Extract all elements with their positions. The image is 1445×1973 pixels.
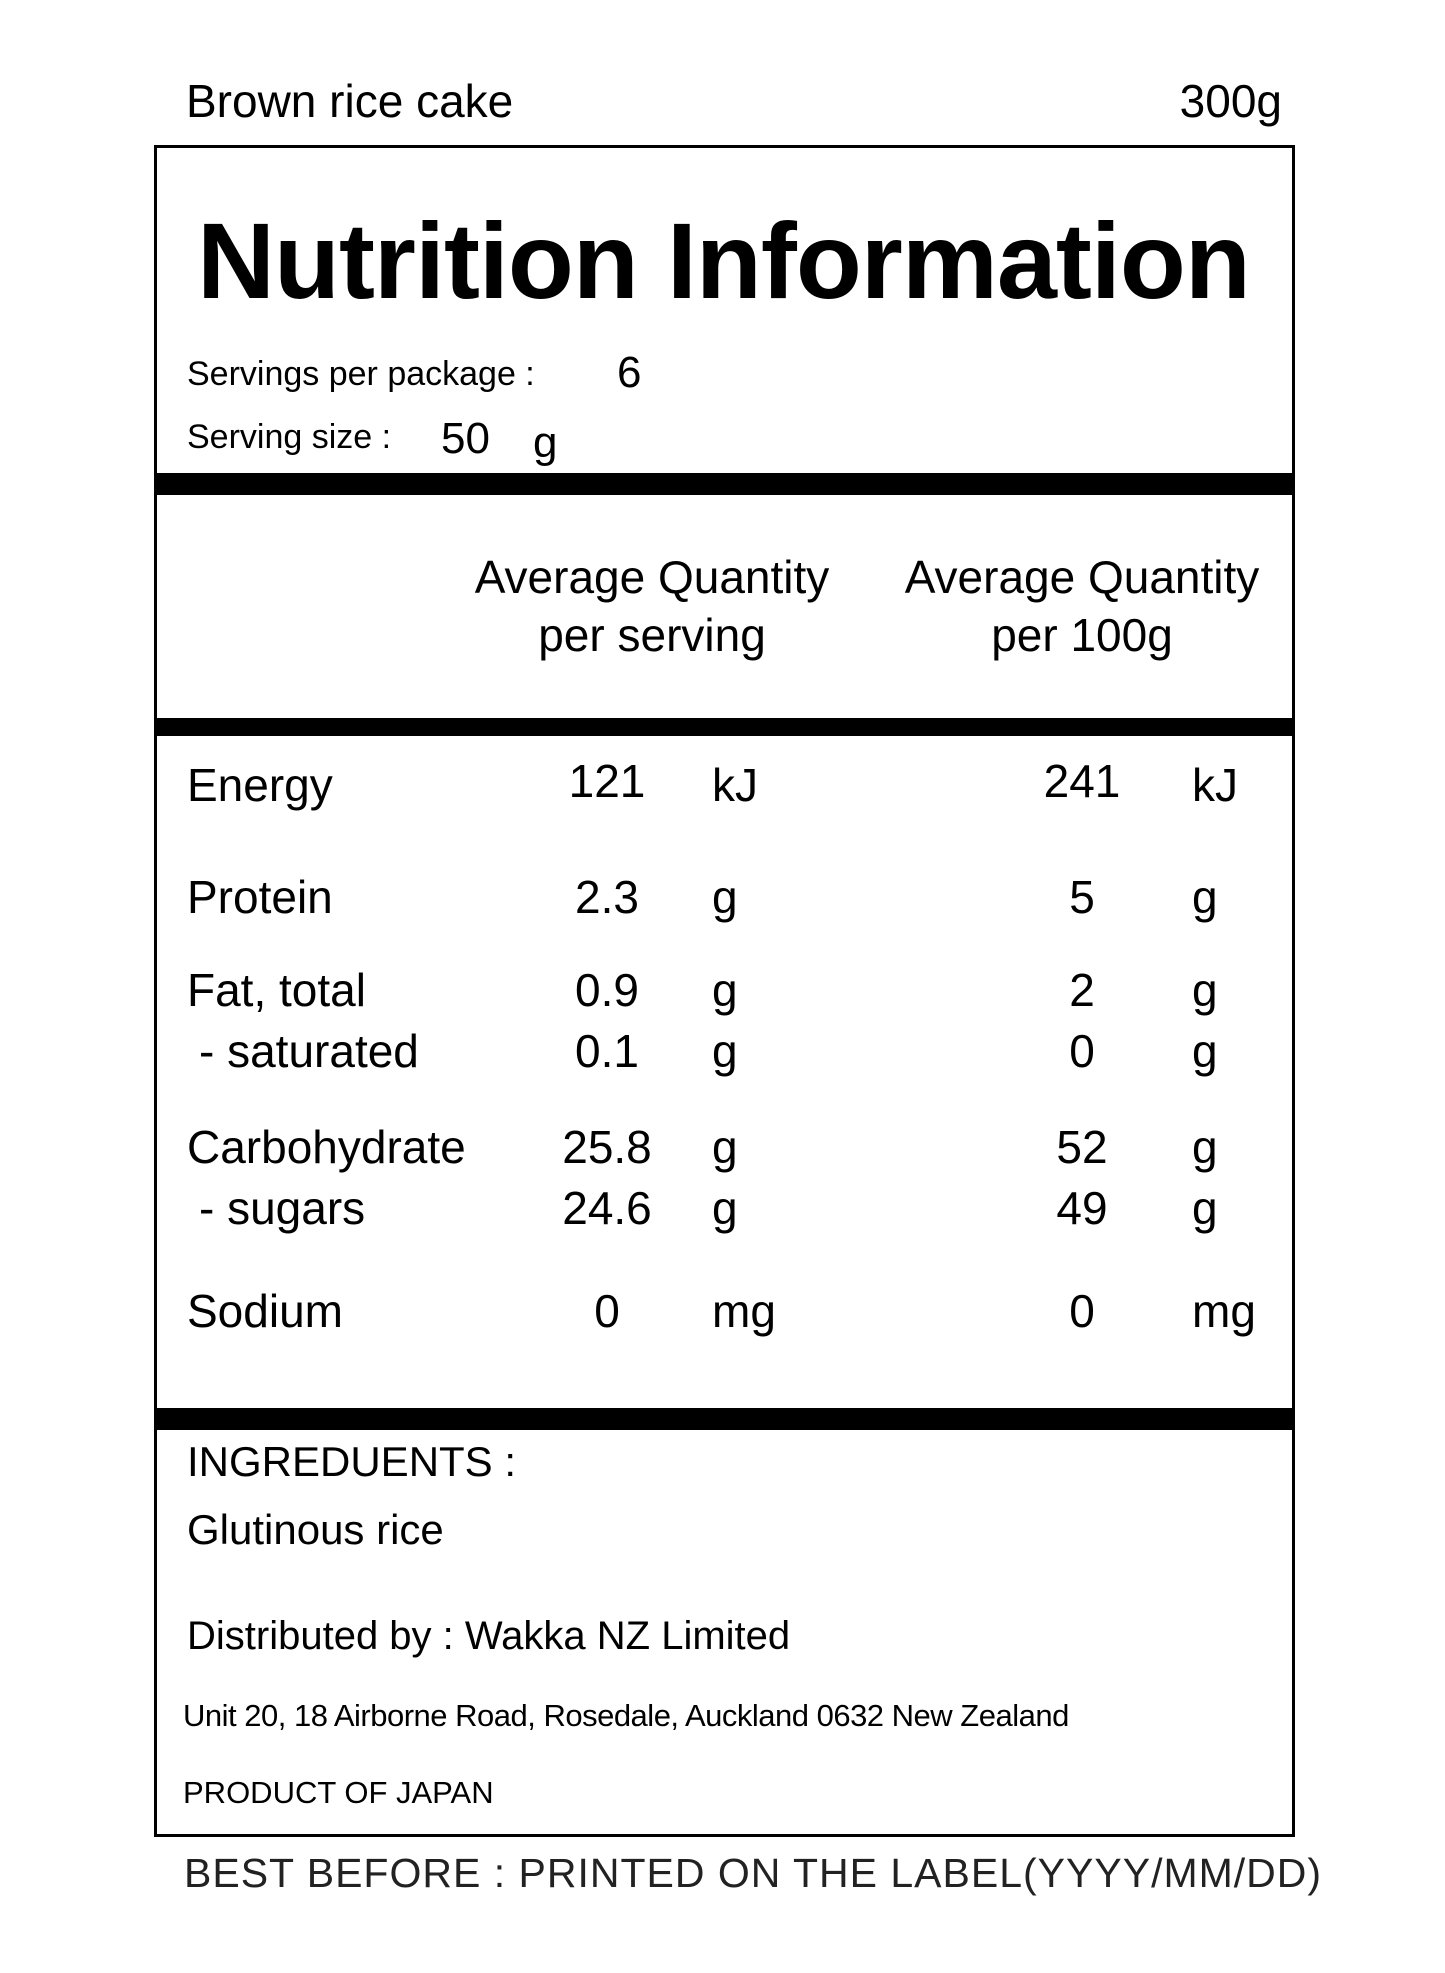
net-weight: 300g [1179, 75, 1282, 127]
distributor-address: Unit 20, 18 Airborne Road, Rosedale, Auckland 0632 New Zealand [183, 1698, 1069, 1733]
serving-size-value: 50 [441, 414, 490, 463]
divider-thick [157, 1408, 1292, 1430]
ingredients-text: Glutinous rice [187, 1506, 444, 1553]
product-name: Brown rice cake [186, 75, 514, 127]
ingredients-label: INGREDUENTS : [187, 1438, 517, 1485]
panel-title: Nutrition Information [197, 200, 1250, 321]
serving-size-label: Serving size : [187, 418, 392, 456]
country-of-origin: PRODUCT OF JAPAN [183, 1775, 494, 1810]
nutrition-panel: Nutrition Information Servings per package : 6 Serving size : 50 g Average Quantity per serving Average Quantity per 100g Energy 121 kJ 241 kJ Protein 2.3 g 5 g Fat, total 0.9 g 2 g - saturated 0.1 g 0 g Carbohydrate 25.8 g 52 g - sugars 24.6 g 49 g Sodium 0 mg 0 mg INGREDUENTS : Glutinous rice Distributed by : Wakka NZ Limited Unit 20, 18 Airborne Road, Rosedale, Auckland 0632 New Zealand PRODUCT OF JAPAN [154, 145, 1295, 1837]
column-header-per-100g: Average Quantity per 100g [904, 551, 1260, 661]
best-before: BEST BEFORE : PRINTED ON THE LABEL(YYYY/MM/DD) [184, 1850, 1323, 1896]
serving-size-unit: g [533, 418, 558, 467]
divider-thick [157, 718, 1292, 736]
distributor: Distributed by : Wakka NZ Limited [187, 1614, 791, 1658]
column-header-per-serving: Average Quantity per serving [474, 551, 830, 661]
divider-thick [157, 473, 1292, 495]
servings-value: 6 [617, 348, 642, 397]
servings-label: Servings per package : [187, 355, 535, 393]
